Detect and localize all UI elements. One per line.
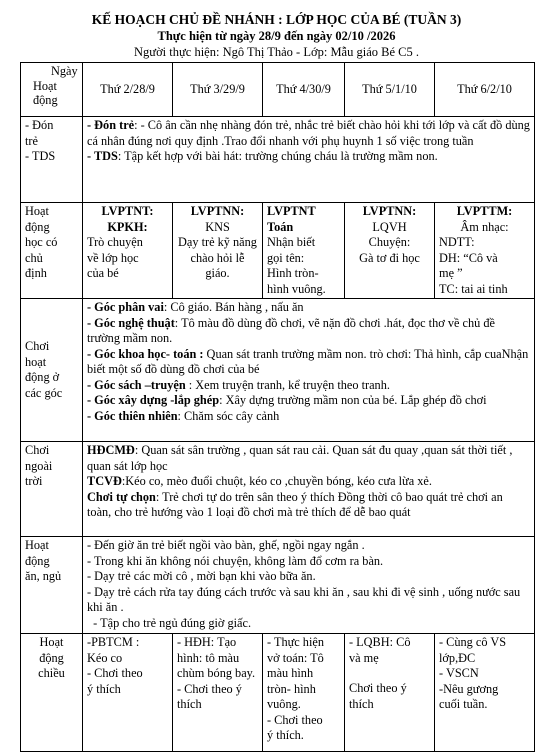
hoc-line: Dạy trẻ kỹ năng bbox=[178, 235, 257, 249]
chieu-line: màu hình bbox=[267, 666, 314, 680]
row-label-chieu bbox=[21, 634, 83, 752]
row-label-line: động bbox=[39, 650, 64, 665]
an-ngu-line: - Đến giờ ăn trẻ biết ngồi vào bàn, ghế, ngồi ngay ngắn . bbox=[87, 538, 365, 552]
hoc-line: LQVH bbox=[372, 219, 407, 234]
goc-item bbox=[87, 409, 530, 425]
don-tre-content bbox=[83, 117, 535, 203]
row-label-line: học có bbox=[25, 235, 58, 249]
don-tre-paragraph bbox=[87, 118, 530, 149]
chieu-line: Kéo co bbox=[87, 650, 123, 665]
hoc-line: giáo. bbox=[205, 266, 230, 280]
row-label-line: động bbox=[25, 219, 50, 234]
hoc-line: NDTT: bbox=[439, 235, 475, 249]
day-header: Thứ 5/1/10 bbox=[345, 63, 435, 117]
day-header: Thứ 4/30/9 bbox=[263, 63, 345, 117]
row-label-hoat-dong-hoc bbox=[21, 203, 83, 299]
chieu-cell-mon bbox=[83, 634, 173, 752]
hoc-line: Trò chuyện bbox=[87, 235, 143, 249]
table-header-row bbox=[21, 63, 535, 117]
row-label-line: ngoài bbox=[25, 458, 53, 473]
hoc-line: KNS bbox=[205, 219, 230, 234]
goc-item-title: - Góc xây dựng -lắp ghép bbox=[87, 393, 220, 407]
hoc-line: Âm nhạc: bbox=[460, 219, 509, 234]
plan-teacher: Người thực hiện: Ngô Thị Thảo - Lớp: Mẫu giáo Bé C5 . bbox=[134, 45, 419, 59]
chieu-line-blank bbox=[349, 666, 430, 681]
hoc-line: Hình tròn- bbox=[267, 266, 319, 280]
chieu-line: - HĐH: Tạo bbox=[177, 635, 237, 649]
chieu-line: hình: tô màu bbox=[177, 650, 240, 665]
don-tre-text: : - Cô ân cần nhẹ nhàng đón trẻ, nhắc trẻ biết chào hỏi khi tới lớp và cất đồ dùng cá nhân đúng nơi quy định .Trao đổi nhanh với phụ huynh 1 số việc trong tuần bbox=[87, 118, 530, 148]
chieu-line: cuối tuần. bbox=[439, 697, 488, 711]
row-label-line: Hoạt bbox=[25, 204, 49, 218]
table-row-chieu bbox=[21, 634, 535, 752]
chieu-line: -PBTCM : bbox=[87, 635, 140, 649]
chieu-line: chùm bóng bay. bbox=[177, 666, 256, 680]
row-label-line: - Đón bbox=[25, 118, 54, 132]
goc-item-title: - Góc sách –truyện bbox=[87, 377, 186, 392]
chieu-cell-fri bbox=[435, 634, 535, 752]
an-ngu-line: - Tập cho trẻ ngủ đúng giờ giấc. bbox=[87, 615, 252, 630]
goc-item bbox=[87, 300, 530, 316]
hoc-cell-wed bbox=[263, 203, 345, 299]
row-label-line: động bbox=[25, 553, 50, 568]
corner-line: động bbox=[33, 93, 58, 107]
an-ngu-line: - Dạy trẻ cách rửa tay đúng cách trước và sau khi ăn , sau khi đi vệ sinh , uống nước sau khi ăn . bbox=[87, 584, 521, 614]
chieu-line: - Cùng cô VS bbox=[439, 635, 507, 649]
hoc-cell-mon bbox=[83, 203, 173, 299]
row-label-don-tre bbox=[21, 117, 83, 203]
row-label-line: hoạt bbox=[25, 354, 47, 369]
ngoai-troi-content bbox=[83, 442, 535, 537]
hoc-line: chào hỏi lễ bbox=[190, 250, 245, 265]
hoc-head: LVPTNT bbox=[267, 204, 316, 218]
chieu-line: thích bbox=[177, 697, 202, 711]
row-label-line: Chơi bbox=[25, 443, 50, 457]
hoc-head: Toán bbox=[267, 219, 294, 234]
row-label-line: ăn, ngủ bbox=[25, 569, 62, 583]
goc-item-title: - Góc phân vai bbox=[87, 300, 164, 314]
goc-item-text: : Xây dựng trường mầm non của bé. Lắp ghép đồ chơi bbox=[219, 393, 487, 407]
row-label-an-ngu bbox=[21, 537, 83, 634]
chieu-cell-tue bbox=[173, 634, 263, 752]
chieu-line: - Chơi theo bbox=[87, 666, 143, 680]
hoc-head: LVPTNT: bbox=[101, 204, 154, 218]
tds-title: - TDS bbox=[87, 149, 118, 163]
chieu-line: - Chơi theo ý bbox=[177, 681, 242, 696]
hoc-cell-thu bbox=[345, 203, 435, 299]
goc-item bbox=[87, 347, 530, 378]
row-label-ngoai-troi bbox=[21, 442, 83, 537]
table-row-an-ngu bbox=[21, 537, 535, 634]
row-label-line: động ở bbox=[25, 370, 60, 384]
hoc-line: về lớp học bbox=[87, 250, 139, 265]
hoc-head: LVPTTM: bbox=[456, 204, 513, 218]
hoc-line: DH: “Cô và bbox=[439, 250, 498, 265]
goc-item-text: : Xem truyện tranh, kể truyện theo tranh. bbox=[185, 377, 390, 392]
goc-item-text: : Tô màu đồ dùng đồ chơi, vẽ nặn đồ chơi .hát, đọc thơ về chủ đề trường mầm non. bbox=[87, 315, 495, 345]
tds-text: : Tập kết hợp với bài hát: trường chúng cháu là trường mầm non. bbox=[117, 149, 438, 163]
chieu-line: - Thực hiện bbox=[267, 635, 324, 649]
goc-item-title: - Góc khoa học- toán : bbox=[87, 346, 204, 361]
chieu-line: - LQBH: Cô bbox=[349, 635, 411, 649]
row-label-line: Hoạt bbox=[25, 538, 49, 552]
hoc-line: Gà tơ đi học bbox=[359, 250, 420, 265]
hoc-line: TC: tai ai tinh bbox=[439, 281, 508, 296]
hoc-line: mẹ ” bbox=[439, 266, 463, 280]
chieu-line: vuông. bbox=[267, 697, 301, 711]
chieu-line: ý thích bbox=[87, 681, 121, 696]
chieu-line: tròn- hình bbox=[267, 681, 316, 696]
table-row-don-tre bbox=[21, 117, 535, 203]
ngoai-troi-title: HĐCMĐ bbox=[87, 443, 135, 457]
goc-item-title: - Góc nghệ thuật bbox=[87, 315, 175, 330]
goc-content bbox=[83, 299, 535, 442]
don-tre-title: - Đón trẻ bbox=[87, 118, 135, 132]
corner-line: Hoạt bbox=[33, 78, 57, 93]
goc-item-title: - Góc thiên nhiên bbox=[87, 408, 178, 423]
goc-item bbox=[87, 316, 530, 347]
goc-item-text: : Chăm sóc cây cảnh bbox=[177, 408, 280, 423]
chieu-line: và mẹ bbox=[349, 650, 379, 665]
table-row-hoat-dong-hoc bbox=[21, 203, 535, 299]
chieu-line: ý thích. bbox=[267, 728, 304, 742]
chieu-line: -Nêu gương bbox=[439, 681, 499, 696]
weekly-plan-table bbox=[20, 62, 535, 752]
day-header: Thứ 3/29/9 bbox=[173, 63, 263, 117]
tds-paragraph bbox=[87, 149, 530, 165]
an-ngu-line: - Trong khi ăn không nói chuyện, không làm đổ cơm ra bàn. bbox=[87, 553, 384, 568]
hoc-cell-tue bbox=[173, 203, 263, 299]
hoc-line: gọi tên: bbox=[267, 250, 305, 265]
an-ngu-content bbox=[83, 537, 535, 634]
row-label-line: Chơi bbox=[25, 339, 50, 353]
chieu-cell-wed bbox=[263, 634, 345, 752]
hoc-cell-fri bbox=[435, 203, 535, 299]
chieu-line: vở toán: Tô bbox=[267, 650, 324, 665]
ngoai-troi-text: :Kéo co, mèo đuổi chuột, kéo co ,chuyền bóng, kéo cưa lừa xẻ. bbox=[121, 474, 432, 488]
plan-title: KẾ HOẠCH CHỦ ĐỀ NHÁNH : LỚP HỌC CỦA BÉ (TUẦN 3) bbox=[91, 12, 462, 27]
row-label-line: chiều bbox=[38, 666, 65, 680]
corner-cell bbox=[21, 63, 83, 117]
ngoai-troi-text: : Quan sát sân trường , quan sát rau cải. Quan sát đu quay ,quan sát thời tiết , quan sát lớp học bbox=[87, 443, 513, 473]
row-label-line: trẻ bbox=[25, 133, 38, 148]
row-label-line: các góc bbox=[25, 385, 63, 400]
table-row-ngoai-troi bbox=[21, 442, 535, 537]
ngoai-troi-title: TCVĐ bbox=[87, 474, 122, 488]
hoc-line: Chuyện: bbox=[368, 235, 411, 249]
hoc-line: Nhận biết bbox=[267, 235, 316, 249]
day-header: Thứ 2/28/9 bbox=[83, 63, 173, 117]
chieu-line: thích bbox=[349, 696, 374, 711]
chieu-line: - Chơi theo bbox=[267, 712, 323, 727]
chieu-cell-thu bbox=[345, 634, 435, 752]
row-label-line: Hoạt bbox=[39, 635, 64, 649]
goc-item-text: : Cô giáo. Bán hàng , nấu ăn bbox=[163, 300, 304, 314]
hoc-line: của bé bbox=[87, 266, 119, 280]
ngoai-troi-item bbox=[87, 490, 530, 521]
ngoai-troi-text: : Trẻ chơi tự do trên sân theo ý thích Đồng thời cô bao quát trẻ chơi an toàn, cho trẻ hướng vào 1 loại đồ chơi mà trẻ thích để dễ bao quát bbox=[87, 489, 503, 519]
chieu-line: Chơi theo ý bbox=[349, 681, 407, 695]
day-header: Thứ 6/2/10 bbox=[435, 63, 535, 117]
row-label-line: trời bbox=[25, 474, 43, 488]
row-label-line: định bbox=[25, 266, 47, 280]
chieu-line: - VSCN bbox=[439, 666, 479, 680]
goc-item bbox=[87, 393, 530, 409]
corner-line: Ngày bbox=[51, 64, 78, 78]
row-label-line: - TDS bbox=[25, 149, 56, 163]
table-row-hoat-dong-goc bbox=[21, 299, 535, 442]
goc-item-text: Quan sát tranh trường mầm non. trò chơi: Thả hình, cắp cuaNhận biết một số đồ dùng đồ chơi của bé bbox=[87, 346, 529, 376]
hoc-head: KPKH: bbox=[107, 219, 148, 234]
ngoai-troi-title: Chơi tự chọn bbox=[87, 489, 156, 504]
ngoai-troi-item bbox=[87, 474, 530, 490]
hoc-head: LVPTNN: bbox=[362, 204, 417, 218]
an-ngu-line: - Dạy trẻ các mời cô , mời bạn khi vào bữa ăn. bbox=[87, 569, 316, 583]
plan-dates: Thực hiện từ ngày 28/9 đến ngày 02/10 /2026 bbox=[157, 29, 396, 43]
hoc-head: LVPTNN: bbox=[190, 204, 245, 218]
ngoai-troi-item bbox=[87, 443, 530, 474]
hoc-line: hình vuông. bbox=[267, 281, 326, 296]
row-label-line: chủ bbox=[25, 250, 43, 265]
goc-item bbox=[87, 378, 530, 394]
chieu-line: lớp,ĐC bbox=[439, 650, 476, 665]
row-label-hoat-dong-goc bbox=[21, 299, 83, 442]
